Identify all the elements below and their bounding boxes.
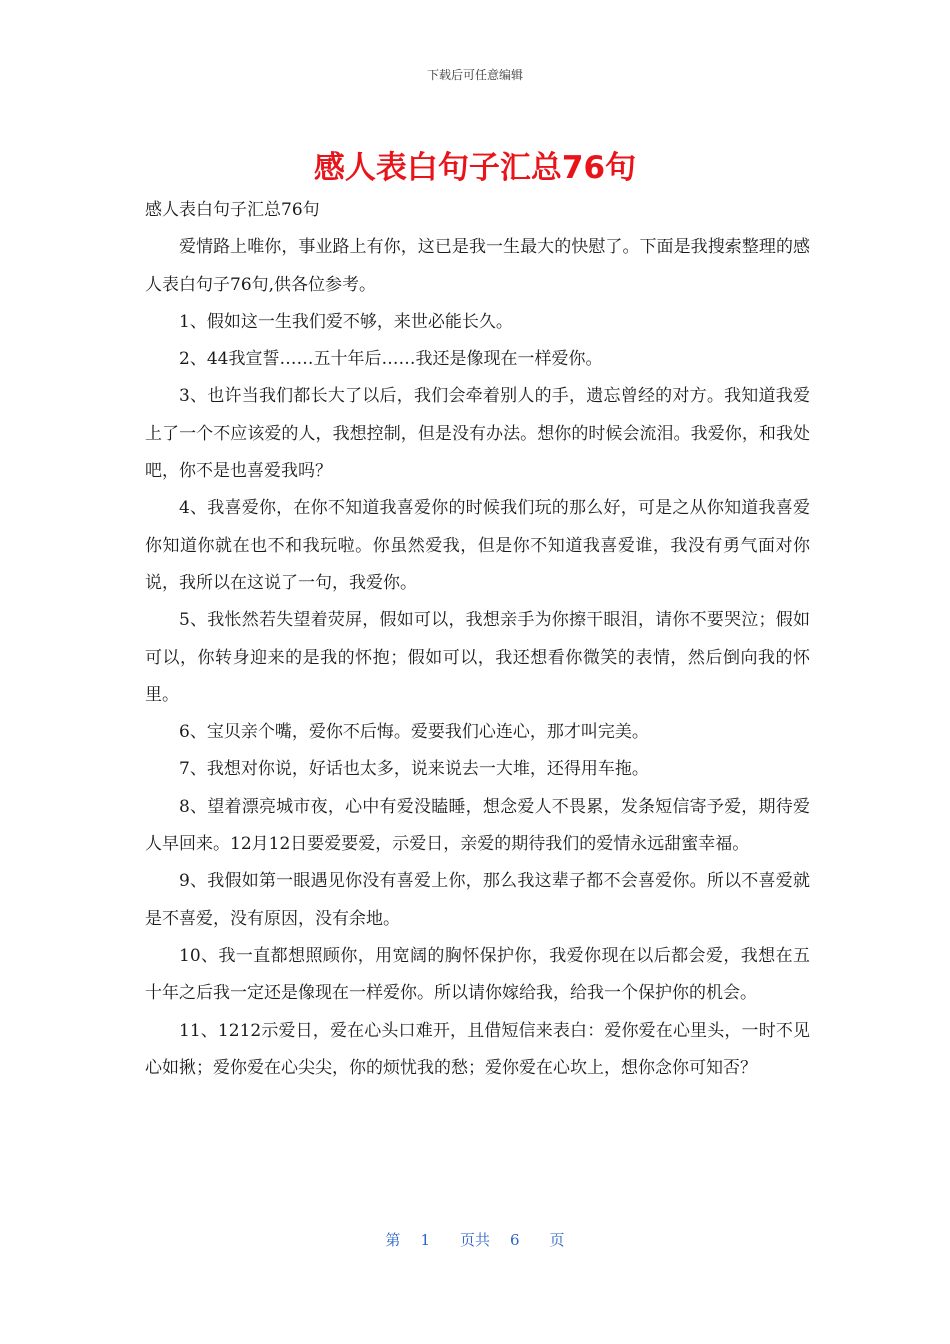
- footer-total-pages: 6: [510, 1231, 520, 1249]
- footer-current-page: 1: [420, 1231, 430, 1249]
- document-subtitle: 感人表白句子汇总76句: [145, 200, 320, 220]
- quote-paragraph-7: 7、我想对你说，好话也太多，说来说去一大堆，还得用车拖。: [179, 759, 649, 780]
- quote-paragraph-3: 3、也许当我们都长大了以后，我们会牵着别人的手，遗忘曾经的对方。我知道我爱上了一个不应该爱的人，我想控制，但是没有办法。想你的时候会流泪。我爱你，和我处吧，你不是也喜爱我吗？: [145, 386, 810, 482]
- quote-paragraph-8: 8、望着漂亮城市夜，心中有爱没瞌睡，想念爱人不畏累，发条短信寄予爱，期待爱人早回来。12月12日要爱要爱，示爱日，亲爱的期待我们的爱情永远甜蜜幸福。: [145, 796, 810, 855]
- quote-paragraph-11: 11、1212示爱日，爱在心头口难开，且借短信来表白：爱你爱在心里头，一时不见心如揪；爱你爱在心尖尖，你的烦忧我的愁；爱你爱在心坎上，想你念你可知否？: [145, 1020, 810, 1078]
- document-body: [145, 192, 810, 1087]
- quote-paragraph-6: 6、宝贝亲个嘴，爱你不后悔。爱要我们心连心，那才叫完美。: [179, 722, 649, 743]
- footer-middle: 页共: [459, 1231, 490, 1249]
- document-title: 感人表白句子汇总76句: [313, 150, 637, 186]
- page-footer: [0, 1229, 950, 1250]
- quote-paragraph-10: 10、我一直都想照顾你，用宽阔的胸怀保护你，我爱你现在以后都会爱，我想在五十年之后我一定还是像现在一样爱你。所以请你嫁给我，给我一个保护你的机会。: [145, 945, 810, 1004]
- quote-paragraph-9: 9、我假如第一眼遇见你没有喜爱上你，那么我这辈子都不会喜爱你。所以不喜爱就是不喜爱，没有原因，没有余地。: [145, 871, 810, 929]
- quote-paragraph-5: 5、我怅然若失望着荧屏，假如可以，我想亲手为你擦干眼泪，请你不要哭泣；假如可以，你转身迎来的是我的怀抱；假如可以，我还想看你微笑的表情，然后倒向我的怀里。: [145, 610, 810, 705]
- quote-paragraph-2: 2、44我宣誓……五十年后……我还是像现在一样爱你。: [179, 349, 603, 370]
- page-header-note: 下载后可任意编辑: [426, 68, 523, 82]
- quote-paragraph-4: 4、我喜爱你，在你不知道我喜爱你的时候我们玩的那么好，可是之从你知道我喜爱你知道你就在也不和我玩啦。你虽然爱我，但是你不知道我喜爱谁，我没有勇气面对你说，我所以在这说了一句，我爱你。: [145, 498, 810, 593]
- quote-paragraph-1: 1、假如这一生我们爱不够，来世必能长久。: [179, 311, 513, 332]
- footer-prefix: 第: [385, 1231, 401, 1249]
- intro-paragraph: 爱情路上唯你，事业路上有你，这已是我一生最大的快慰了。下面是我搜索整理的感人表白句子76句,供各位参考。: [145, 237, 810, 295]
- footer-suffix: 页: [549, 1231, 565, 1249]
